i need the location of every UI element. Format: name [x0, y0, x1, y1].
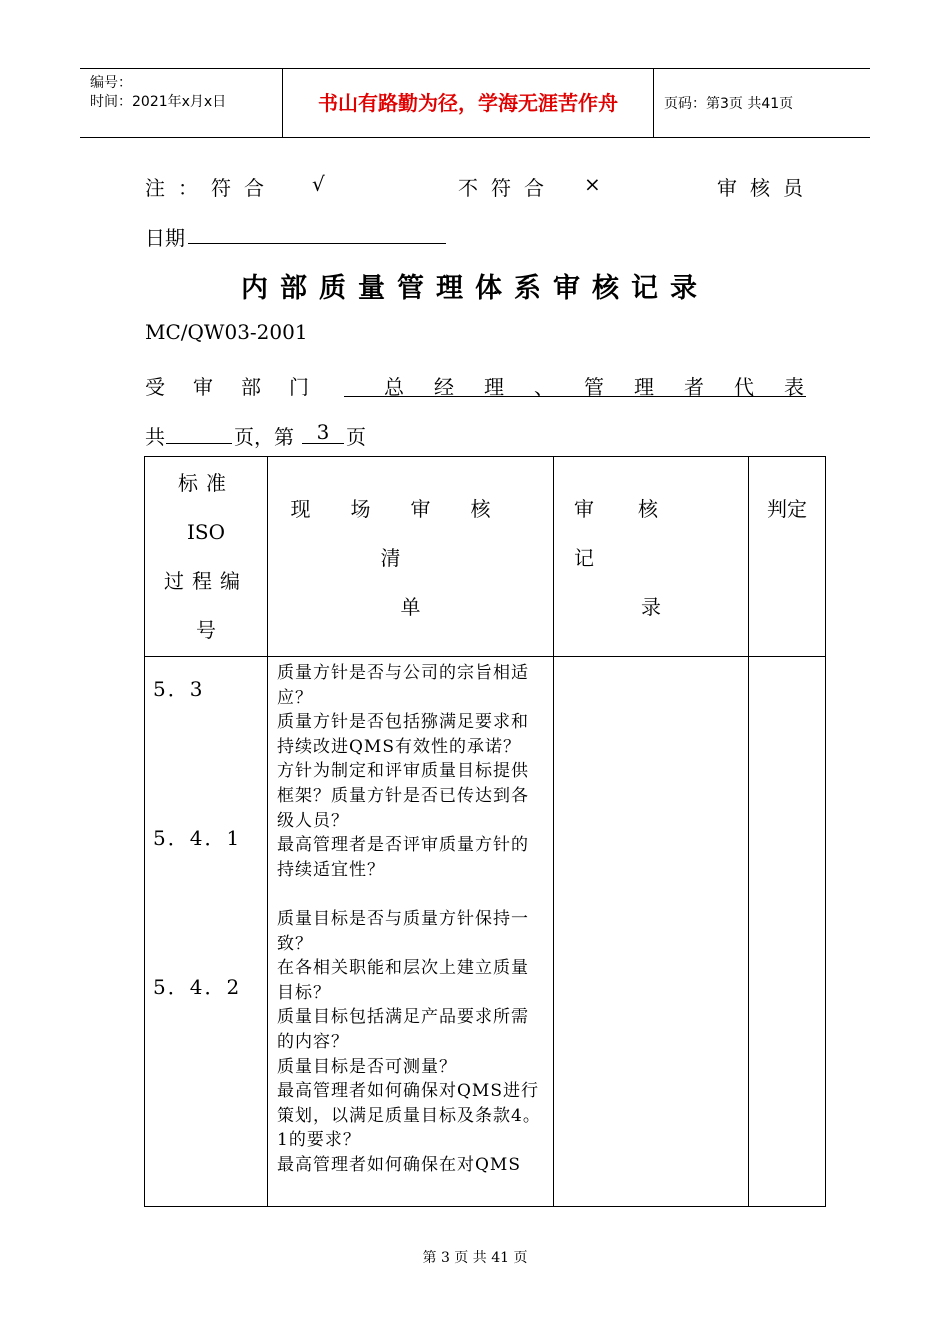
header-page-info: 页码：第3页 共41页 — [664, 96, 794, 112]
note-conform: 注：符合 — [145, 176, 277, 200]
pages-prefix: 共 — [145, 425, 165, 449]
check-mark: √ — [312, 172, 325, 196]
audit-table — [144, 456, 826, 1207]
pages-mid: 页，第 — [234, 425, 294, 449]
header-standard — [145, 457, 268, 657]
checklist-item: 质量目标是否与质量方针保持一致？ — [277, 908, 529, 954]
document-title: 内部质量管理体系审核记录 — [241, 273, 709, 304]
checklist-item: 最高管理者如何确保在对QMS — [277, 1154, 521, 1175]
auditor-label: 审核员 — [717, 176, 816, 200]
checklist-item: 质量目标包括满足产品要求所需的内容？ — [277, 1007, 529, 1052]
checklist-item: 在各相关职能和层次上建立质量目标？ — [277, 958, 529, 1003]
checklist-item: 最高管理者是否评审质量方针的持续适宜性？ — [277, 835, 529, 880]
checklist-item: 最高管理者如何确保对QMS进行策划，以满足质量目标及条款4。1的要求？ — [277, 1081, 541, 1151]
header-meta-cell — [80, 69, 283, 137]
pages-suffix: 页 — [346, 425, 366, 449]
header-checklist-text: 现场审核清 — [290, 497, 531, 570]
dept-field — [344, 371, 834, 399]
header-motto: 书山有路勤为径，学海无涯苦作舟 — [283, 69, 654, 137]
header-standard-line: 过程编 — [164, 569, 248, 593]
checklist-item: 质量方针是否包括猕满足要求和持续改进QMS有效性的承诺？ — [277, 712, 529, 757]
serial-label: 编号： — [90, 75, 132, 91]
dept-value: 总经理、管理者代表 — [384, 375, 834, 399]
checklist-cell — [268, 657, 554, 1207]
checklist-item: 质量目标是否可测量？ — [277, 1056, 457, 1077]
header-standard-line: 标准 — [178, 471, 234, 495]
clause-number: 5．4．2 — [153, 975, 242, 999]
date-label: 日期 — [145, 226, 185, 250]
cross-mark: × — [584, 172, 601, 196]
judgement-cell — [749, 657, 826, 1207]
total-pages-blank — [166, 443, 232, 444]
header-standard-line: ISO — [187, 520, 225, 544]
page-footer: 第 3 页 共 41 页 — [422, 1250, 528, 1266]
doc-code: MC/QW03-2001 — [145, 320, 308, 344]
checklist-item: 方针为制定和评审质量目标提供框架？质量方针是否已传达到各级人员？ — [277, 761, 529, 831]
header-standard-line: 号 — [196, 618, 216, 642]
dept-label: 受审部门 — [145, 375, 337, 399]
page-header — [80, 68, 870, 138]
table-row — [145, 657, 826, 1207]
header-judgement-text: 判定 — [767, 497, 807, 521]
table-header-row — [145, 457, 826, 657]
clause-number: 5．4．1 — [153, 826, 242, 850]
date-blank-line — [188, 243, 446, 244]
header-record-line2: 录 — [641, 595, 661, 619]
current-page: 3 — [302, 421, 344, 444]
time-label: 时间：2021年x月x日 — [90, 94, 227, 110]
header-record — [554, 457, 749, 657]
clause-number: 5．3 — [153, 677, 205, 701]
clause-cell — [145, 657, 268, 1207]
checklist-spacer — [277, 882, 545, 907]
header-checklist-line2: 单 — [400, 595, 421, 619]
header-judgement — [749, 457, 826, 657]
header-record-line1: 审核记 — [574, 497, 702, 570]
checklist-item: 质量方针是否与公司的宗旨相适应？ — [277, 663, 529, 708]
note-not-conform: 不符合 — [458, 176, 557, 200]
header-checklist — [268, 457, 554, 657]
audit-record-cell — [554, 657, 749, 1207]
header-checklist-line1 — [268, 485, 553, 583]
